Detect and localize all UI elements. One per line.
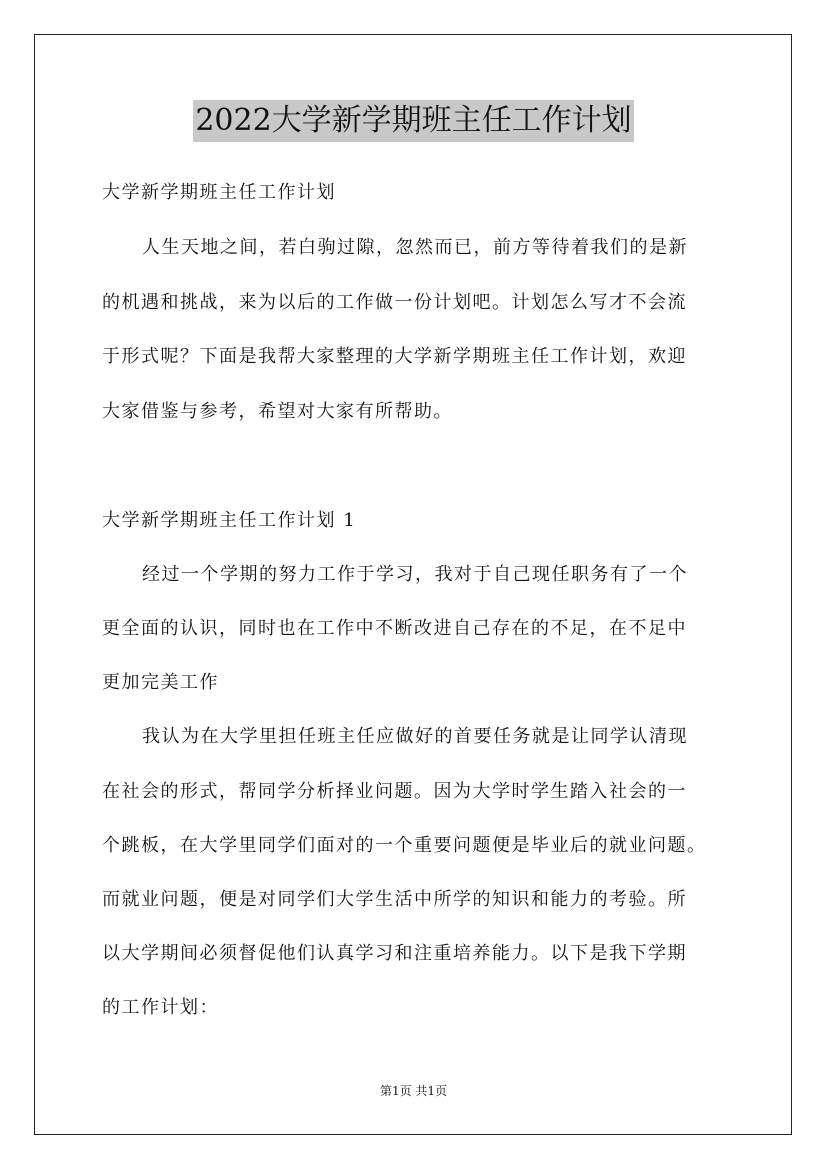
section-heading: 大学新学期班主任工作计划 1 xyxy=(102,510,357,531)
paragraph-line: 的工作计划： xyxy=(102,997,219,1018)
page-number-footer: 第1页 共1页 xyxy=(379,1084,448,1098)
title-container xyxy=(0,100,827,142)
paragraph-line: 于形式呢？下面是我帮大家整理的大学新学期班主任工作计划，欢迎 xyxy=(102,346,687,367)
paragraph-line: 以大学期间必须督促他们认真学习和注重培养能力。以下是我下学期 xyxy=(102,943,687,964)
paragraph-line: 更全面的认识，同时也在工作中不断改进自己存在的不足，在不足中 xyxy=(102,618,687,639)
paragraph-line: 在社会的形式，帮同学分析择业问题。因为大学时学生踏入社会的一 xyxy=(102,781,687,802)
paragraph-line: 大家借鉴与参考，希望对大家有所帮助。 xyxy=(102,401,453,422)
paragraph-line: 人生天地之间，若白驹过隙，忽然而已，前方等待着我们的是新 xyxy=(142,237,688,258)
paragraph-line: 的机遇和挑战，来为以后的工作做一份计划吧。计划怎么写才不会流 xyxy=(102,292,687,313)
paragraph-line: 个跳板，在大学里同学们面对的一个重要问题便是毕业后的就业问题。 xyxy=(102,835,707,856)
paragraph-line: 而就业问题，便是对同学们大学生活中所学的知识和能力的考验。所 xyxy=(102,889,687,910)
intro-heading: 大学新学期班主任工作计划 xyxy=(102,182,336,203)
paragraph-line: 更加完美工作 xyxy=(102,672,219,693)
paragraph-line: 经过一个学期的努力工作于学习，我对于自己现任职务有了一个 xyxy=(142,564,688,585)
paragraph-line: 我认为在大学里担任班主任应做好的首要任务就是让同学认清现 xyxy=(142,726,688,747)
document-title: 2022大学新学期班主任工作计划 xyxy=(193,100,633,142)
